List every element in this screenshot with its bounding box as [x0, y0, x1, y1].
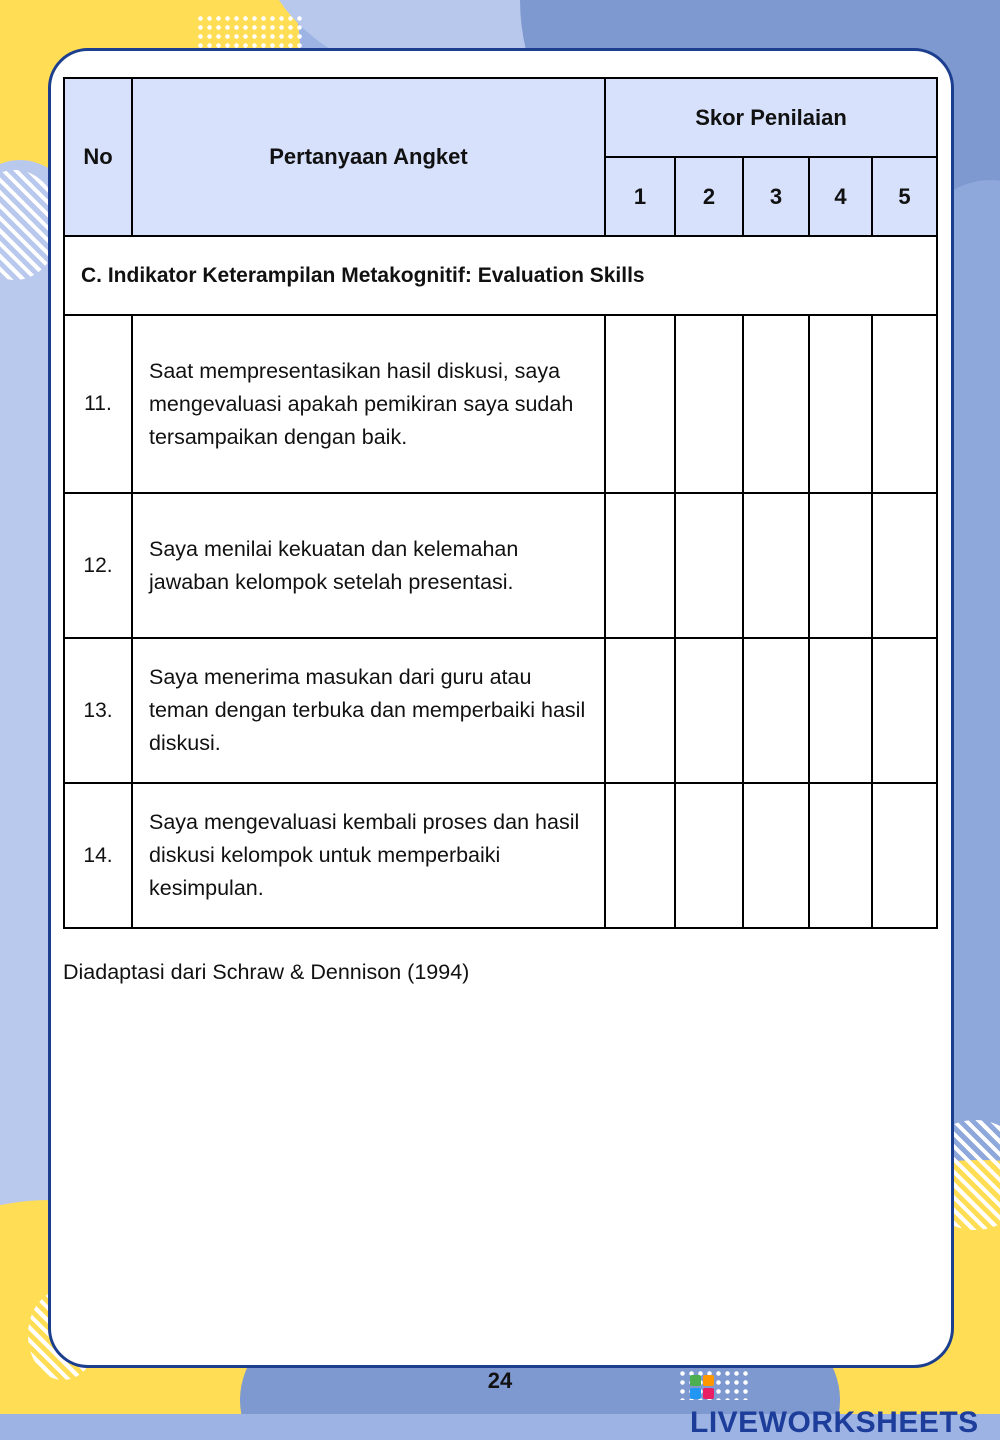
- score-cell-5[interactable]: [872, 315, 937, 493]
- score-cell-2[interactable]: [675, 493, 743, 638]
- score-cell-1[interactable]: [605, 493, 675, 638]
- question-text: Saya mengevaluasi kembali proses dan hasil diskusi kelompok untuk memperbaiki kesimpulan.: [132, 783, 605, 928]
- header-score-1: 1: [605, 157, 675, 236]
- page-number: 24: [487, 1368, 513, 1393]
- score-cell-3[interactable]: [743, 315, 809, 493]
- score-cell-3[interactable]: [743, 493, 809, 638]
- brand-name: LIVEWORKSHEETS: [690, 1406, 979, 1439]
- table-header-row: [64, 78, 937, 157]
- question-text: Saat mempresentasikan hasil diskusi, saya mengevaluasi apakah pemikiran saya sudah tersampaikan dengan baik.: [132, 315, 605, 493]
- questionnaire-table: [63, 77, 938, 929]
- table-row: [64, 315, 937, 493]
- score-cell-1[interactable]: [605, 315, 675, 493]
- header-question: Pertanyaan Angket: [132, 78, 605, 236]
- brand-logo: [690, 1372, 1000, 1440]
- dot-grid-decoration: [196, 14, 306, 50]
- header-score-5: 5: [872, 157, 937, 236]
- question-text: Saya menerima masukan dari guru atau teman dengan terbuka dan memperbaiki hasil diskusi.: [132, 638, 605, 783]
- table-row: [64, 783, 937, 928]
- score-cell-5[interactable]: [872, 783, 937, 928]
- header-score-4: 4: [809, 157, 872, 236]
- table-row: [64, 638, 937, 783]
- row-number: 11.: [64, 315, 132, 493]
- header-score-2: 2: [675, 157, 743, 236]
- section-row: [64, 236, 937, 315]
- score-cell-3[interactable]: [743, 638, 809, 783]
- table-row: [64, 493, 937, 638]
- score-cell-3[interactable]: [743, 783, 809, 928]
- score-cell-4[interactable]: [809, 783, 872, 928]
- score-cell-5[interactable]: [872, 493, 937, 638]
- score-cell-2[interactable]: [675, 638, 743, 783]
- liveworksheets-badge-icon: [690, 1375, 714, 1399]
- score-cell-4[interactable]: [809, 493, 872, 638]
- score-cell-1[interactable]: [605, 638, 675, 783]
- score-cell-5[interactable]: [872, 638, 937, 783]
- header-no: No: [64, 78, 132, 236]
- score-cell-4[interactable]: [809, 638, 872, 783]
- row-number: 12.: [64, 493, 132, 638]
- score-cell-4[interactable]: [809, 315, 872, 493]
- row-number: 13.: [64, 638, 132, 783]
- header-score-3: 3: [743, 157, 809, 236]
- source-citation: Diadaptasi dari Schraw & Dennison (1994): [63, 960, 470, 984]
- row-number: 14.: [64, 783, 132, 928]
- score-cell-1[interactable]: [605, 783, 675, 928]
- section-title: C. Indikator Keterampilan Metakognitif: Evaluation Skills: [64, 236, 937, 315]
- question-text: Saya menilai kekuatan dan kelemahan jawaban kelompok setelah presentasi.: [132, 493, 605, 638]
- score-cell-2[interactable]: [675, 315, 743, 493]
- score-cell-2[interactable]: [675, 783, 743, 928]
- header-score-group: Skor Penilaian: [605, 78, 937, 157]
